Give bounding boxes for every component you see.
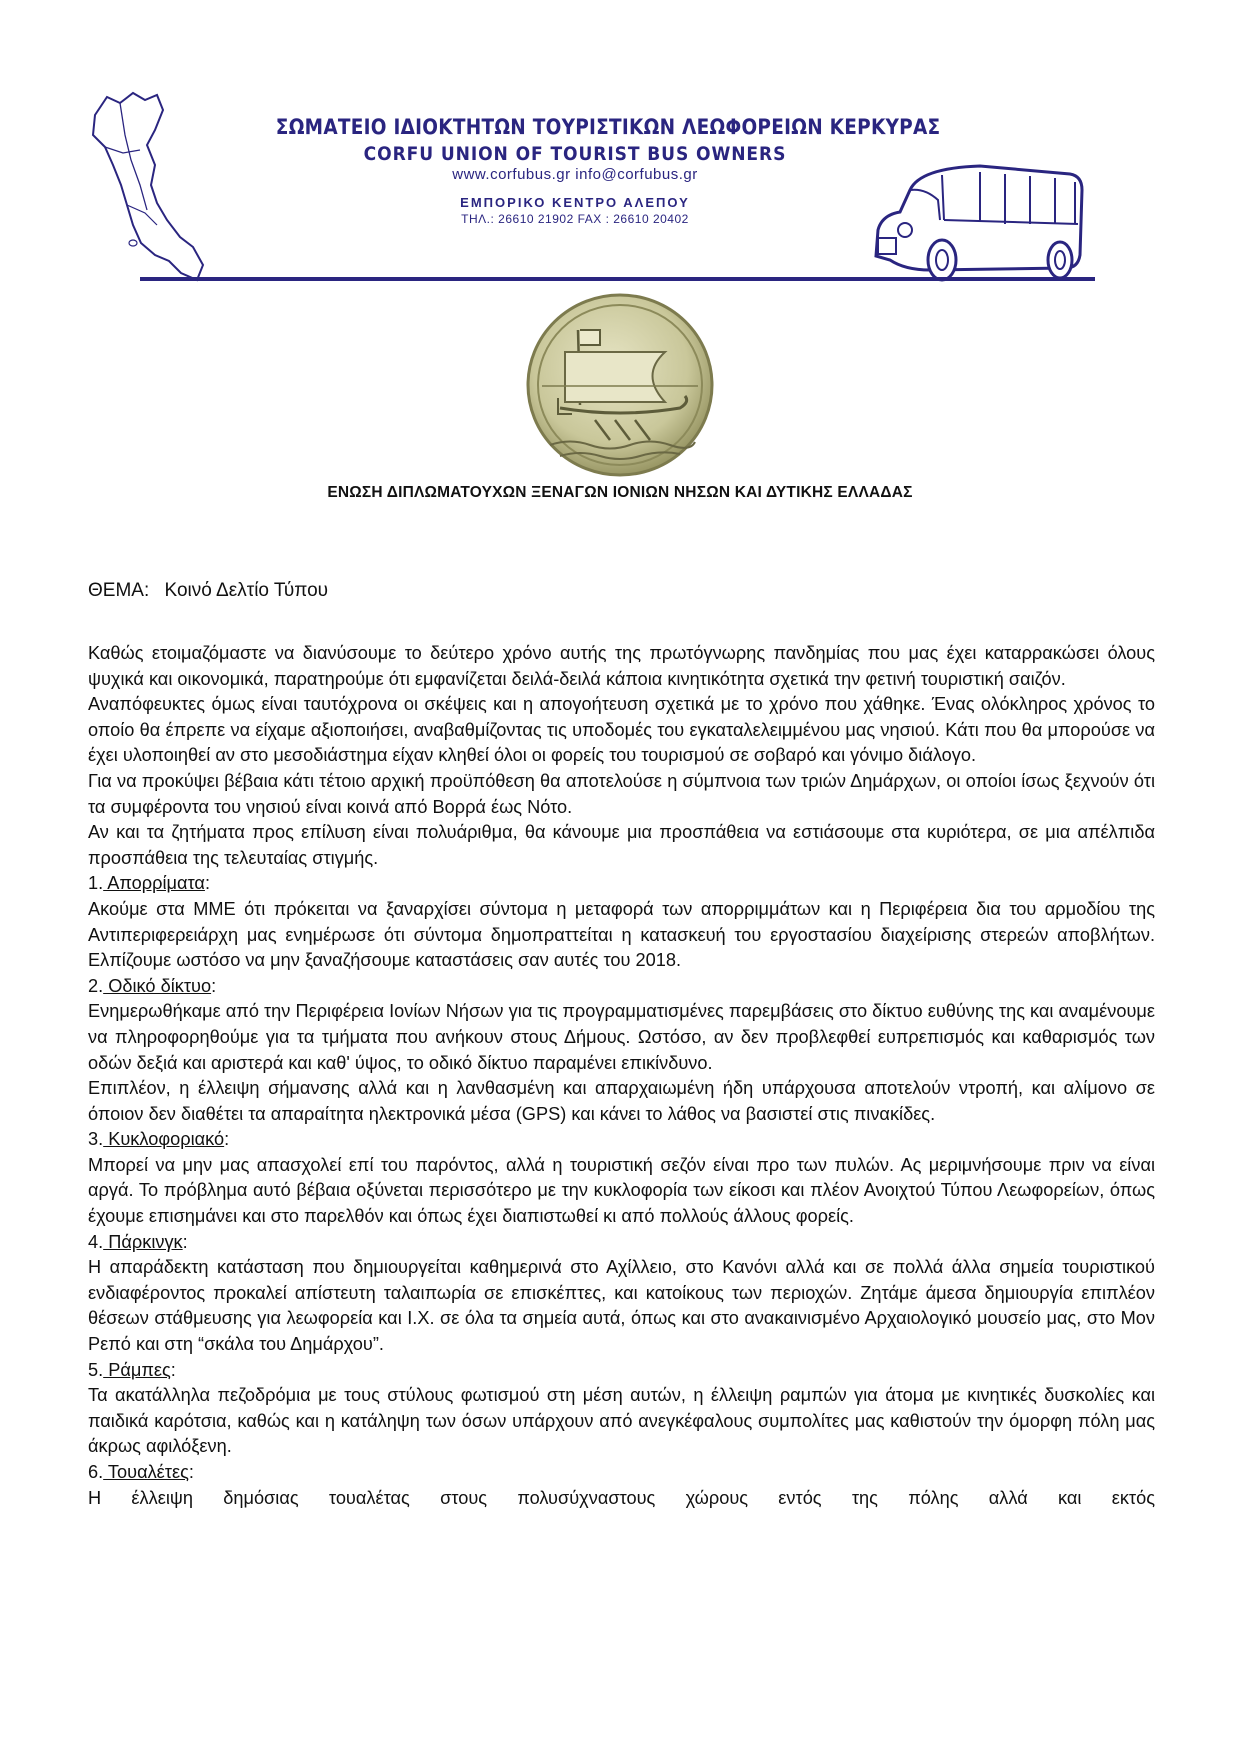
section-title: Κυκλοφοριακό (103, 1129, 225, 1150)
ancient-ship-coin-icon (520, 290, 720, 480)
org-address: ΕΜΠΟΡΙΚΟ ΚΕΝΤΡΟ ΑΛΕΠΟΥ (460, 195, 690, 210)
section-number: 2. (88, 975, 104, 996)
section-paragraph: Επιπλέον, η έλλειψη σήμανσης αλλά και η λανθασμένη και απαρχαιωμένη ήδη υπάρχουσα αποτελούν ντροπή, και αλίμονο σε όποιον δεν διαθέτει τα απαραίτητα ηλεκτρονικά μέσα (GPS) και κάνει το λάθος να βασιστεί στις πινακίδες. (88, 1078, 1155, 1124)
section-heading: 6. Τουαλέτες: (88, 1462, 194, 1482)
union-title: ΕΝΩΣΗ ΔΙΠΛΩΜΑΤΟΥΧΩΝ ΞΕΝΑΓΩΝ ΙΟΝΙΩΝ ΝΗΣΩΝ ΚΑΙ ΔΥΤΙΚΗΣ ΕΛΛΑΔΑΣ (327, 484, 913, 501)
section-title: Τουαλέτες (103, 1462, 189, 1482)
intro-paragraph: Για να προκύψει βέβαια κάτι τέτοιο αρχική προϋπόθεση θα αποτελούσε η σύμπνοια των τριών Δημάρχων, οι οποίοι ίσως ξεχνούν ότι τα συμφέροντα του νησιού είναι κοινά από Βορρά έως Νότο. (88, 770, 1155, 817)
section-heading: 5. Ράμπες: (88, 1359, 176, 1380)
intro-paragraph: Αναπόφευκτες όμως είναι ταυτόχρονα οι σκέψεις και η απογοήτευση σχετικά με το χρόνο που χάθηκε. Ένας ολόκληρος χρόνος το οποίο θα έπρεπε να είχαμε αξιοποιήσει, αναβαθμίζοντας τις υποδομές του εγκαταλελειμμένου μας νησιού. Κάτι που θα μπορούσε να έχει υλοποιηθεί αν στο μεσοδιάστημα είχαν κληθεί όλοι οι φορείς του τουρισμού σε σοβαρό και γόνιμο διάλογο. (88, 694, 1155, 766)
section-number: 5. (88, 1359, 104, 1380)
corfu-map-icon (85, 85, 255, 285)
org-web-email: www.corfubus.gr info@corfubus.gr (452, 166, 698, 183)
org-title-greek: ΣΩΜΑΤΕΙΟ ΙΔΙΟΚΤΗΤΩΝ ΤΟΥΡΙΣΤΙΚΩΝ ΛΕΩΦΟΡΕΙΩΝ ΚΕΡΚΥΡΑΣ (275, 115, 941, 139)
letterhead-divider (140, 277, 1095, 281)
section-title: Οδικό δίκτυο (103, 975, 212, 996)
section-title: Απορρίματα (103, 873, 205, 894)
section-heading: 4. Πάρκινγκ: (88, 1231, 188, 1252)
section-number: 4. (88, 1231, 104, 1252)
section-paragraph: Ακούμε στα ΜΜΕ ότι πρόκειται να ξαναρχίσει σύντομα η μεταφορά των απορριμμάτων και η Περιφέρεια δια του αρμοδίου της Αντιπεριφερειάρχη μας ενημέρωσε ότι σύντομα δημοπραττείται η κατασκευή του εργοστασίου διαχείρισης στερεών αποβλήτων. Ελπίζουμε ωστόσο να μην ξαναζήσουμε καταστάσεις σαν αυτές του 2018. (88, 898, 1155, 971)
section-number: 6. (88, 1462, 104, 1482)
section-paragraph: Ενημερωθήκαμε από την Περιφέρεια Ιονίων Νήσων για τις προγραμματισμένες παρεμβάσεις στο δίκτυο ευθύνης της και αναμένουμε να πληροφορηθούμε για τα τμήματα που ανήκουν στους Δήμους. Ωστόσο, αν δεν προβλεφθεί ευπρεπισμός και καθαρισμός των οδών δεξιά και αριστερά και καθ' ύψος, το οδικό δίκτυο παραμένει επικίνδυνο. (88, 1001, 1155, 1073)
section-paragraph: Η απαράδεκτη κατάσταση που δημιουργείται καθημερινά στο Αχίλλειο, στο Κανόνι αλλά και σε πολλά άλλα σημεία τουριστικού ενδιαφέροντος προκαλεί απίστευτη ταλαιπωρία σε επισκέπτες, και κατοίκους των περιοχών. Ζητάμε άμεσα δημιουργία επιπλέον θέσεων στάθμευσης για λεωφορεία και Ι.Χ. σε όλα τα σημεία αυτά, όπως και στο ανακαινισμένο Αρχαιολογικό μουσείο μας, στο Μον Ρεπό και στη “σκάλα του Δημάρχου”. (88, 1257, 1155, 1355)
letterhead-text (235, 115, 941, 226)
section-number: 1. (88, 873, 104, 894)
section-paragraph: Μπορεί να μην μας απασχολεί επί του παρόντος, αλλά η τουριστική σεζόν είναι προ των πυλών. Ας μεριμνήσουμε πριν να είναι αργά. Το πρόβλημα αυτό βέβαια οξύνεται περισσότερο με την κυκλοφορία των είκοσι και πλέον Ανοιχτού Τύπου Λεωφορείων, όπως έχουμε επισημάνει και στο παρελθόν και όπως έχει διαπιστωθεί κι από πολλούς άλλους φορείς. (88, 1154, 1155, 1227)
document-body (88, 641, 1155, 1511)
section-title: Ράμπες (103, 1359, 171, 1380)
intro-paragraph: Καθώς ετοιμαζόμαστε να διανύσουμε το δεύτερο χρόνο αυτής της πρωτόγνωρης πανδημίας που μας έχει καταρρακώσει όλους ψυχικά και οικονομικά, παρατηρούμε ότι εμφανίζεται δειλά-δειλά κάποια κινητικότητα σχετικά την φετινή τουριστική σαιζόν. (88, 643, 1155, 689)
org-phone-fax: ΤΗΛ.: 26610 21902 FAX : 26610 20402 (461, 212, 689, 226)
letterhead (85, 85, 1105, 285)
subject-line (88, 580, 328, 602)
section-heading: 3. Κυκλοφοριακό: (88, 1129, 230, 1150)
section-number: 3. (88, 1129, 104, 1150)
subject-value: Κοινό Δελτίο Τύπου (164, 580, 329, 601)
section-paragraph: Η έλλειψη δημόσιας τουαλέτας στους πολυσύχναστους χώρους εντός της πόλης αλλά και εκτός (88, 1487, 1155, 1508)
section-heading: 1. Απορρίματα: (88, 873, 210, 894)
intro-paragraph: Αν και τα ζητήματα προς επίλυση είναι πολυάριθμα, θα κάνουμε μια προσπάθεια να εστιάσουμε στα κυριότερα, σε μια απέλπιδα προσπάθεια της τελευταίας στιγμής. (88, 822, 1155, 868)
bus-icon (870, 160, 1085, 285)
org-title-english: CORFU UNION OF TOURIST BUS OWNERS (363, 143, 787, 165)
section-title: Πάρκινγκ (103, 1231, 183, 1252)
subject-label: ΘΕΜΑ: (88, 580, 150, 601)
section-heading: 2. Οδικό δίκτυο: (88, 975, 217, 996)
section-paragraph: Τα ακατάλληλα πεζοδρόμια με τους στύλους φωτισμού στη μέση αυτών, η έλλειψη ραμπών για άτομα με κινητικές δυσκολίες και παιδικά καρότσια, καθώς και η κατάληψη των όσων υπάρχουν από ανεγκέφαλους συμπολίτες μας καθιστούν την όμορφη πόλη μας άκρως αφιλόξενη. (88, 1385, 1155, 1457)
